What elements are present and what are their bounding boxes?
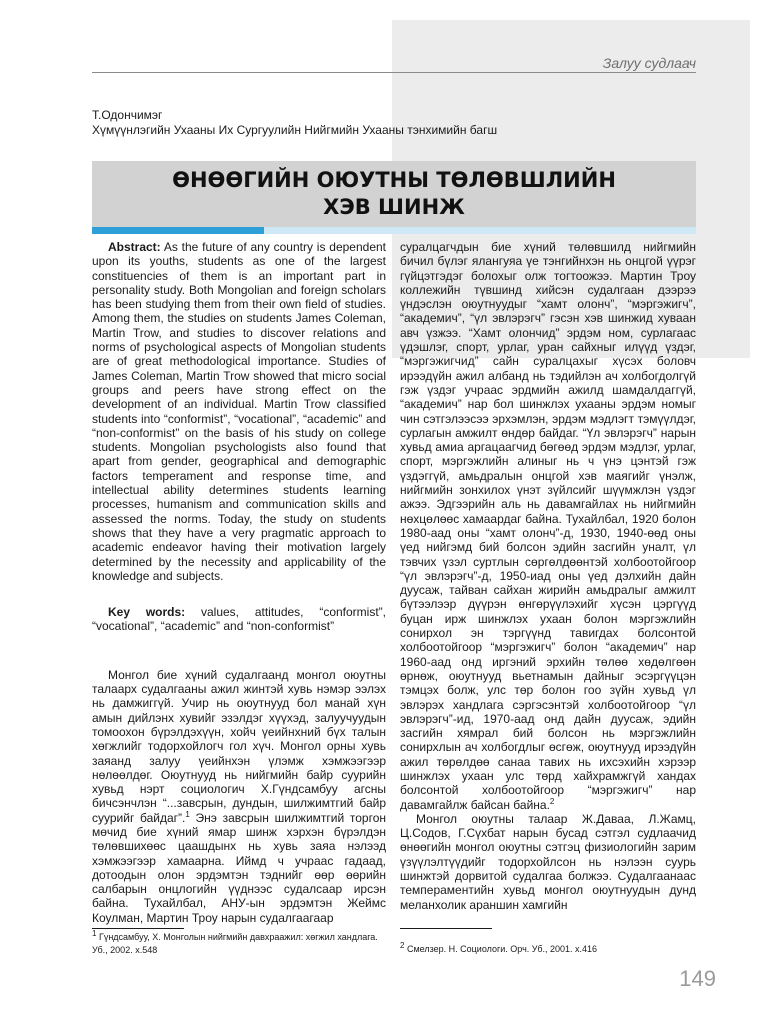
page-number: 149	[679, 966, 716, 991]
footnote-2-number: 2	[400, 941, 405, 950]
title-line-2: ХЭВ ШИНЖ	[323, 195, 465, 219]
footnote-1	[92, 931, 386, 957]
journal-name: Залуу судлаач	[602, 55, 696, 71]
footnote-2-text: Смелзер. Н. Социологи. Орч. Уб., 2001. х.416	[404, 944, 598, 954]
footnote-1-text: Гүндсамбуу, Х. Монголын нийгмийн давхраажил: хөгжил хандлага. Уб., 2002. х.548	[92, 932, 378, 955]
footnote-ref-2: 2	[549, 796, 555, 806]
title-line-1: ӨНӨӨГИЙН ОЮУТНЫ ТӨЛӨВШЛИЙН	[172, 168, 616, 192]
footnote-ref-1: 1	[185, 809, 190, 819]
author-name: Т.Одончимэг	[92, 108, 163, 122]
keywords-label: Key words:	[108, 605, 186, 620]
left-column	[92, 240, 386, 925]
body-text-right-2: Монгол оюутны талаар Ж.Даваа, Л.Жамц, Ц.Содов, Г.Сүхбат нарын бусад сэтгэл судлаачид өнөөгийн монгол оюутны сэтгэц физиологийн зарим үзүүлэлтүүдийг тодорхойлсон нь нэлээн суурь шинжтэй дорвитой судалгаа болжээ. Судалгаанаас темпераментийн хувьд монгол оюутнуудын дунд меланхолик араншин хамгийн	[400, 811, 696, 912]
abstract-text: As the future of any country is dependent upon its youths, students as one of the largest constituencies of them is an important part in personality study. Both Mongolian and foreign scholars has been studying them from their own field of studies. Among them, the studies on students James Coleman, Martin Trow, and studies to discover relations and norms of psychological aspects of Mongolian students are of great methodological importance. Studies of James Coleman, Martin Trow showed that micro social groups and peers have strong effect on the development of an individual. Martin Trow classified students into “conformist”, “vocational”, “academic” and “non-conformist” on the basis of his study on college students. Mongolian psychologists also found that apart from gender, geographical and demographic factors temperament and response time, and intellectual ability determines students learning processes, humanism and communication skills and assessed the norms. Today, the study on students shows that they have a very pragmatic approach to academic endeavor having their motivation largely determined by the necessity and applicability of the knowledge and subjects.	[92, 240, 386, 583]
body-paragraph-1	[92, 668, 386, 925]
abstract-label: Abstract:	[108, 240, 161, 254]
header-rule	[92, 72, 696, 73]
abstract-paragraph	[92, 240, 386, 583]
body-text-right-1: суралцагчдын бие хүний төлөвшилд нийгмийн бичил бүлэг ялангуяа үе тэнгийнхэн нь онцгой үүрэг гүйцэтгэдэг болохыг олж тогтоожээ. Мартин Троу коллежийн түвшинд хийсэн судалгаан дээрээ үндэслэн оюутнуудыг “хамт олонч”, “мэргэжигч”, “академич”, “үл эвлэрэгч” гэсэн хэв шинжид хуваан авч үзжээ. “Хамт олончид” эрдэм ном, сурлагаас үдэшлэг, спорт, урлаг, уран сайхныг илүүд үздэг, “мэргэжигчид” сайн суралцахыг хүсэх боловч ирээдүйн ажил албанд нь тэдийлэн ач холбогдолгүй гэж үздэг учраас эрдмийн ажилд шамдалдаггүй, “академич” нар бол шинжлэх ухааны эрдэм номыг чин сэтгэлээсээ эрхэмлэн, эрдэм мэдлэгт тэмүүлдэг, сурлагын амжилт өндөр байдаг. “Үл эвлэрэгч” нарын хувьд амиа аргацаагчид бөгөөд эрдэм мэдлэг, урлаг, спорт, мэргэжлийн алиныг нь ч үнэ цэнтэй гэж үздэггүй, амьдралын онцгой хэв маягийг үнэлж, нийгмийн зонхилох үнэт зүйлсийг шүүмжлэн үздэг ажээ. Эдгээрийн аль нь давамгайлах нь нийгмийн нөхцөлөөс хамаардаг байна. Тухайлбал, 1920 болон 1980-аад оны “хамт олонч”-д, 1930, 1940-өөд оны үед нийгэмд бий болсон эдийн засгийн уналт, үл тэвчих үзэл суртлын сөргөлдөөнтэй холбоотойгоор “үл эвлэрэгч”-д, 1950-иад оны үед дэлхийн дайн дуусаж, тайван сайхан жирийн амьдралыг амжилт бүтээлээр дүүрэн өнгөрүүлэхийг хүсэн цэргүүд буцан ирж шинжлэх ухаан болон мэргэжлийн сонирхол эн тэргүүнд тавигдах болсонтой холбоотойгоор “мэргэжигч” болон “академич” нар 1960-аад онд иргэний эрхийн төлөө хөдөлгөөн өрнөж, оюутнууд вьетнамын дайныг эсэргүүцэн тэмцэх болж, улс төр болон гоо зүйн хувьд үл эвлэрэх хандлага сэргэсэнтэй холбоотойгоор “үл эвлэрэгч”-ид, 1970-аад онд дайн дуусаж, эдийн засгийн хямрал бий болсон нь мэргэжлийн сонирхлын ач холбогдлыг өсгөж, оюутнууд ирээдүйн ажил төрөлдөө санаа тавих нь ихсэхийн хэрээр шинжлэх ухаан улс төрд хайхрамжгүй хандах болсонтой холбоотойгоор “мэргэжигч” нар давамгайлж байсан байна.	[400, 240, 696, 812]
footnote-2	[400, 943, 696, 956]
body-text-left-cont: Энэ завсрын шилжимтгий торгон мөчид бие хүний ямар шинж хэрхэн бүрэлдэн төлөвшихөөс цаашдынх нь хувь заяа нэлээд хэмжээгээр хамаарна. Иймд ч учраас гадаад, дотоодын олон эрдэмтэн тэднийг өөр өөрийн салбарын онцлогийн үүднээс судалсаар ирсэн байна. Тухайлбал, АНУ-ын эрдэмтэн Жеймс Коулман, Мартин Троу нарын судалгаагаар	[92, 810, 386, 925]
right-column	[400, 240, 696, 912]
body-paragraph-2	[400, 240, 696, 812]
keywords-paragraph	[92, 605, 386, 634]
body-text-left: Монгол бие хүний судалгаанд монгол оюутны талаарх судалгааны ажил жинтэй хувь нэмэр ээлэх нь дамжиггүй. Учир нь оюутнууд бол манай хүн амын дийлэнх хувийг эзэлдэг хүүхэд, залуучуудын томоохон бүрэлдэхүүн, хойч үеийнхний бүх талын хөгжлийг тодорхойлогч гол хүч. Монгол орны хувь заяанд залуу үеийнхэн үлэмж хэмжээгээр нөлөөлдөг. Оюутнууд нь нийгмийн байр суурийн хувьд нэрт социологич Х.Гүндсамбуу агсны бичсэнчлэн “...завсрын, дундын, шилжимтгий байр суурийг байдаг”.	[92, 667, 386, 825]
author-affiliation: Хүмүүнлэгийн Ухааны Их Сургуулийн Нийгмийн Ухааны тэнхимийн багш	[92, 123, 498, 137]
title-accent-bar-light	[264, 227, 696, 234]
body-paragraph-3	[400, 812, 696, 912]
author-block	[92, 108, 497, 138]
article-title	[92, 161, 696, 227]
footnote-rule-right	[400, 928, 492, 929]
footnote-rule-left	[92, 928, 184, 929]
footnote-1-number: 1	[92, 929, 97, 938]
keywords-text: values, attitudes, “conformist”, “vocational”, “academic” and “non-conformist”	[92, 605, 386, 634]
title-accent-bar	[92, 227, 264, 234]
